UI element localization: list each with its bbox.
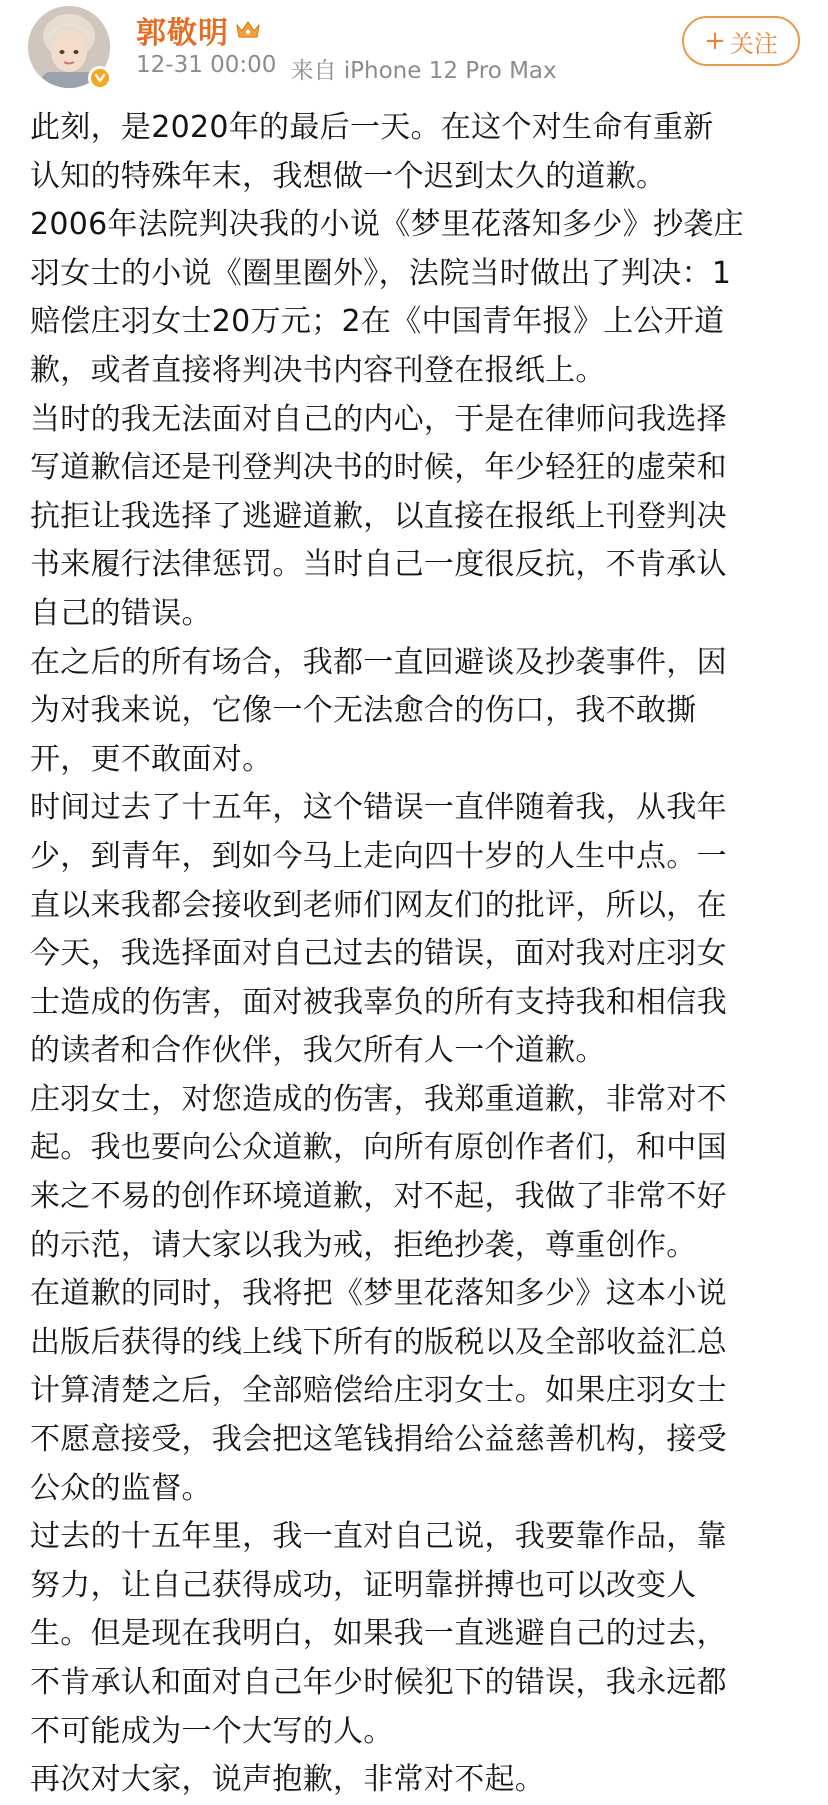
follow-label: 关注 (729, 29, 778, 58)
username-row (136, 10, 261, 50)
post-text-line: 赔偿庄羽女士20万元；2在《中国青年报》上公开道 (30, 304, 725, 340)
post-text-line: 直以来我都会接收到老师们网友们的批评，所以，在 (30, 887, 727, 923)
post-text-line: 时间过去了十五年，这个错误一直伴随着我，从我年 (30, 790, 727, 826)
post-body (30, 104, 812, 1805)
avatar[interactable] (28, 6, 110, 88)
post-text-line: 为对我来说，它像一个无法愈合的伤口，我不敢撕 (30, 693, 697, 729)
post-text-line: 在之后的所有场合，我都一直回避谈及抄袭事件，因 (30, 644, 727, 680)
post-text-line: 2006年法院判决我的小说《梦里花落知多少》抄袭庄 (30, 207, 744, 243)
post-text-line: 计算清楚之后，全部赔偿给庄羽女士。如果庄羽女士 (30, 1373, 727, 1409)
post-text-line: 出版后获得的线上线下所有的版税以及全部收益汇总 (30, 1324, 727, 1360)
post-text-line: 认知的特殊年末，我想做一个迟到太久的道歉。 (30, 158, 667, 194)
post-meta (136, 52, 557, 85)
post-text-line: 开，更不敢面对。 (30, 741, 273, 777)
post-text-line: 不肯承认和面对自己年少时候犯下的错误，我永远都 (30, 1665, 727, 1700)
post-text-line: 在道歉的同时，我将把《梦里花落知多少》这本小说 (30, 1276, 727, 1312)
post-text-line: 今天，我选择面对自己过去的错误，面对我对庄羽女 (30, 936, 727, 972)
post-text-line: 不愿意接受，我会把这笔钱捐给公益慈善机构，接受 (30, 1422, 727, 1458)
post-text-line: 起。我也要向公众道歉，向所有原创作者们，和中国 (30, 1130, 727, 1166)
post-text-line: 努力，让自己获得成功，证明靠拼搏也可以改变人 (30, 1567, 697, 1603)
post-text-line: 的读者和合作伙伴，我欠所有人一个道歉。 (30, 1033, 606, 1069)
post-text-line: 生。但是现在我明白，如果我一直逃避自己的过去， (30, 1616, 727, 1652)
post-source: 来自 iPhone 12 Pro Max (290, 58, 557, 84)
username[interactable]: 郭敬明 (136, 16, 229, 51)
post-text-line: 歉，或者直接将判决书内容刊登在报纸上。 (30, 352, 606, 388)
verified-badge-icon (88, 66, 112, 90)
post-header (0, 0, 828, 100)
post-text-line: 不可能成为一个大写的人。 (30, 1713, 394, 1749)
post-text-line: 来之不易的创作环境道歉，对不起，我做了非常不好 (30, 1179, 727, 1215)
post-text-line: 抗拒让我选择了逃避道歉，以直接在报纸上刊登判决 (30, 498, 727, 534)
post-text-line: 写道歉信还是刊登判决书的时候，年少轻狂的虚荣和 (30, 450, 727, 486)
follow-button[interactable] (682, 16, 800, 66)
post-text-line: 少，到青年，到如今马上走向四十岁的人生中点。一 (30, 838, 727, 874)
post-text-line: 书来履行法律惩罚。当时自己一度很反抗，不肯承认 (30, 547, 727, 583)
post-text-line: 当时的我无法面对自己的内心，于是在律师问我选择 (30, 401, 727, 437)
post-time: 12-31 00:00 (136, 52, 277, 78)
post-text-line: 庄羽女士，对您造成的伤害，我郑重道歉，非常对不 (30, 1081, 727, 1117)
crown-icon (235, 19, 261, 41)
post-text-line: 自己的错误。 (30, 595, 212, 631)
post-text-line: 羽女士的小说《圈里圈外》，法院当时做出了判决：1 (30, 255, 732, 291)
post-text-line: 过去的十五年里，我一直对自己说，我要靠作品，靠 (30, 1519, 727, 1555)
plus-icon: + (704, 26, 726, 56)
post-text-line: 再次对大家，说声抱歉，非常对不起。 (30, 1762, 546, 1798)
post-text-line: 士造成的伤害，面对被我辜负的所有支持我和相信我 (30, 984, 727, 1020)
post-text-line: 此刻，是2020年的最后一天。在这个对生命有重新 (30, 110, 714, 145)
post-text-line: 的示范，请大家以我为戒，拒绝抄袭，尊重创作。 (30, 1227, 697, 1263)
post-text-line: 公众的监督。 (30, 1470, 212, 1506)
